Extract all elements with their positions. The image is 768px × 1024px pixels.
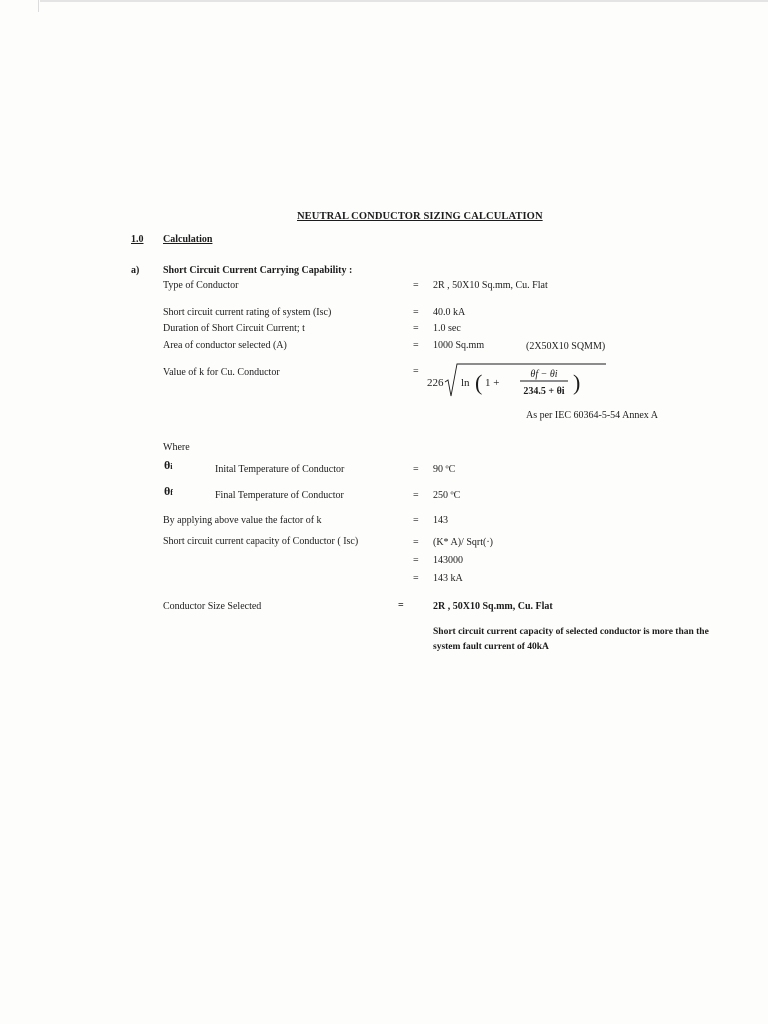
equals-sign: = [413, 280, 419, 291]
k-formula [424, 360, 609, 400]
equals-sign: = [413, 340, 419, 351]
where-label: Where [163, 442, 190, 453]
capacity-label: Short circuit current capacity of Conductor ( Isc) [163, 536, 359, 547]
row-label: Duration of Short Circuit Current; t [163, 323, 305, 334]
row-label: Type of Conductor [163, 280, 239, 291]
equals-sign: = [413, 515, 419, 526]
row-label: Value of k for Cu. Conductor [163, 367, 280, 378]
formula-paren-close: ) [573, 370, 581, 395]
scan-edge [40, 0, 768, 2]
formula-numerator: θf − θi [530, 369, 558, 380]
equals-sign: = [413, 490, 419, 501]
iec-reference: As per IEC 60364-5-54 Annex A [526, 410, 658, 421]
equals-sign: = [413, 464, 419, 475]
conclusion-note: Short circuit current capacity of selected conductor is more than the system fault current of 40kA [433, 627, 709, 652]
subsection-title: Short Circuit Current Carrying Capability : [163, 265, 353, 276]
section-number: 1.0 [131, 234, 144, 245]
theta-i-label: Inital Temperature of Conductor [215, 464, 345, 475]
row-label: Area of conductor selected (A) [163, 340, 287, 351]
document-title: NEUTRAL CONDUCTOR SIZING CALCULATION [297, 211, 543, 222]
row-value: 2R , 50X10 Sq.mm, Cu. Flat [433, 280, 548, 291]
formula-coefficient: 226 [427, 377, 444, 389]
row-label: Short circuit current rating of system (Isc) [163, 307, 332, 318]
theta-f-symbol: θf [164, 484, 173, 498]
equals-sign: = [398, 600, 404, 611]
selected-value: 2R , 50X10 Sq.mm, Cu. Flat [433, 601, 553, 612]
equals-sign: = [413, 366, 419, 377]
k-factor-value: 143 [433, 515, 448, 526]
theta-i-value: 90 ºC [433, 464, 456, 475]
equals-sign: = [413, 555, 419, 566]
theta-f-value: 250 ºC [433, 490, 461, 501]
k-factor-label: By applying above value the factor of k [163, 515, 322, 526]
equals-sign: = [413, 323, 419, 334]
formula-one-plus: 1 + [485, 377, 500, 389]
selected-label: Conductor Size Selected [163, 601, 262, 612]
equals-sign: = [413, 573, 419, 584]
capacity-ka: 143 kA [433, 573, 463, 584]
row-value: 1000 Sq.mm [433, 340, 485, 351]
theta-i-symbol: θi [164, 458, 173, 472]
row-extra: (2X50X10 SQMM) [526, 341, 606, 352]
equals-sign: = [413, 307, 419, 318]
section-title: Calculation [163, 234, 213, 245]
row-value: 1.0 sec [433, 323, 461, 334]
capacity-amps: 143000 [433, 555, 463, 566]
formula-ln: ln [461, 377, 470, 389]
row-value: 40.0 kA [433, 307, 466, 318]
formula-paren-open: ( [475, 370, 483, 395]
subsection-label: a) [131, 265, 140, 276]
equals-sign: = [413, 537, 419, 548]
scan-edge-mark [38, 0, 39, 12]
capacity-formula: (K* A)/ Sqrt(·) [433, 537, 493, 548]
formula-denominator: 234.5 + θi [523, 386, 565, 397]
theta-f-label: Final Temperature of Conductor [215, 490, 344, 501]
